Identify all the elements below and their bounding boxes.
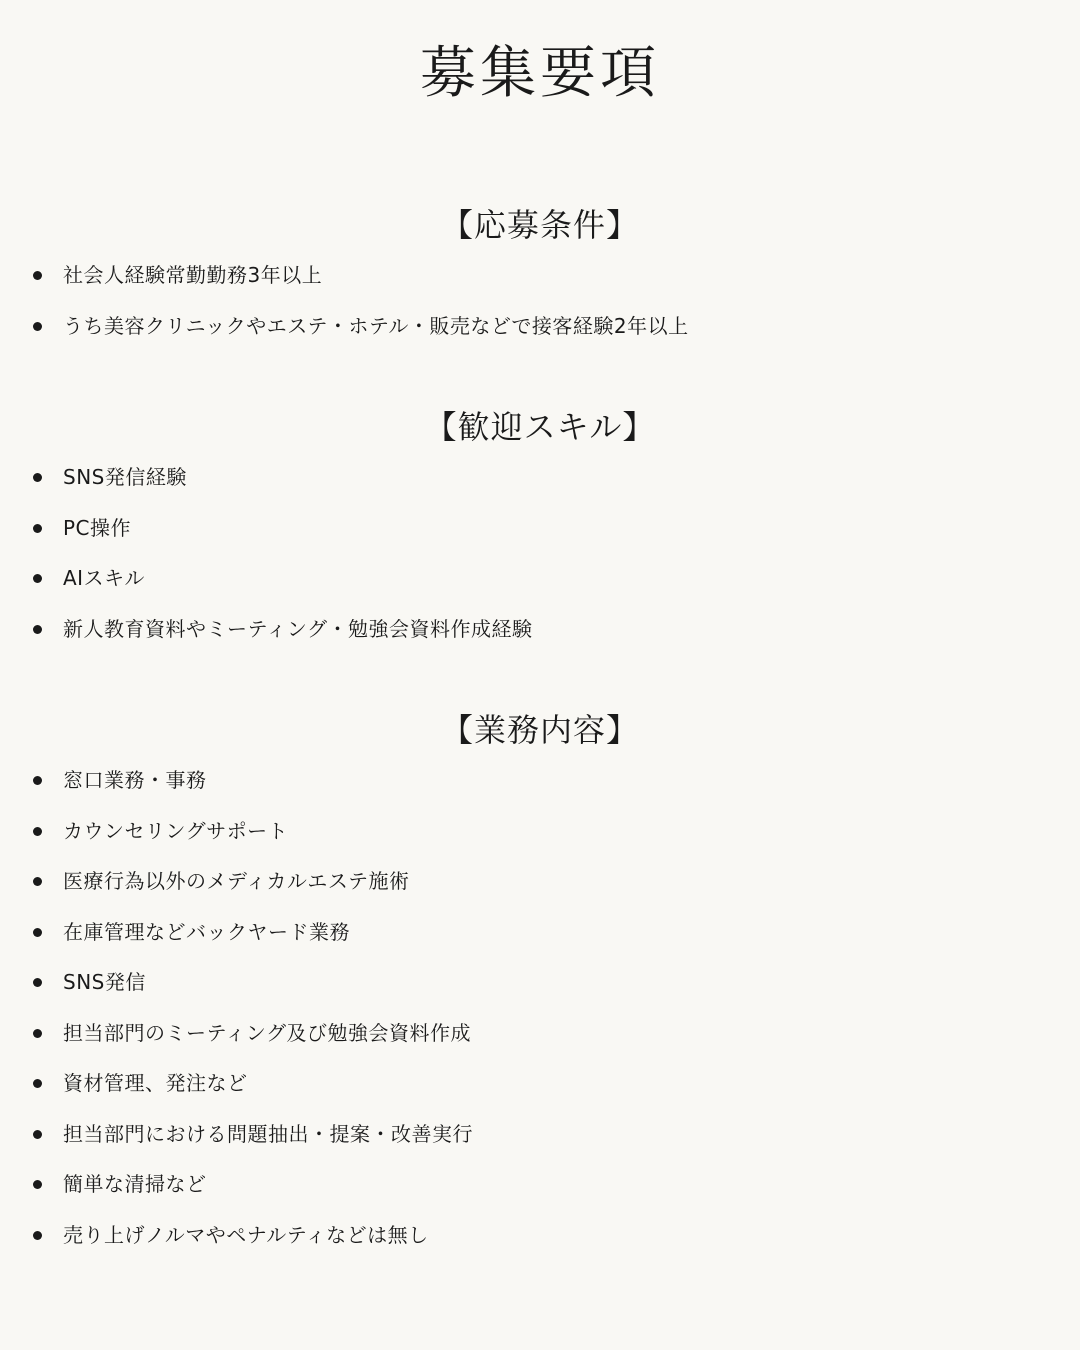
list-item-text: 資材管理、発注など [63, 1071, 248, 1095]
list-item-text: PC操作 [63, 515, 132, 540]
section-requirements [0, 200, 1080, 351]
list-item [0, 553, 1080, 604]
bullet-icon [33, 322, 42, 331]
job-duties-list [0, 755, 1080, 1260]
page-title: 募集要項 [420, 41, 660, 106]
list-item-text: SNS発信 [63, 970, 146, 994]
bullet-icon [33, 1029, 42, 1038]
bullet-icon [33, 928, 42, 937]
list-item [0, 301, 1080, 352]
bullet-icon [33, 524, 42, 533]
bullet-icon [33, 776, 42, 785]
bullet-icon [33, 1180, 42, 1189]
bullet-icon [33, 877, 42, 886]
list-item-text: カウンセリングサポート [63, 818, 289, 843]
section-job-duties [0, 705, 1080, 1260]
section-heading-requirements: 【応募条件】 [440, 206, 639, 244]
bullet-icon [33, 271, 42, 280]
list-item-text: 社会人経験常勤勤務3年以上 [63, 263, 323, 287]
requirements-list [0, 250, 1080, 351]
section-heading-job-duties: 【業務内容】 [440, 711, 639, 749]
list-item [0, 1109, 1080, 1160]
list-item-text: 新人教育資料やミーティング・勉強会資料作成経験 [63, 616, 533, 641]
list-item [0, 1159, 1080, 1210]
list-item-text: AIスキル [63, 566, 145, 590]
bullet-icon [33, 978, 42, 987]
list-item [0, 250, 1080, 301]
list-item-text: 簡単な清掃など [63, 1172, 207, 1196]
bullet-icon [33, 1231, 42, 1240]
list-item [0, 1210, 1080, 1261]
list-item [0, 604, 1080, 655]
list-item [0, 755, 1080, 806]
list-item-text: SNS発信経験 [63, 465, 187, 489]
list-item [0, 503, 1080, 554]
list-item [0, 957, 1080, 1008]
list-item [0, 1058, 1080, 1109]
bullet-icon [33, 827, 42, 836]
bullet-icon [33, 473, 42, 482]
list-item-text: 窓口業務・事務 [63, 768, 207, 792]
list-item [0, 452, 1080, 503]
list-item [0, 907, 1080, 958]
bullet-icon [33, 1079, 42, 1088]
list-item-text: 売り上げノルマやペナルティなどは無し [63, 1222, 429, 1247]
bullet-icon [33, 1130, 42, 1139]
list-item-text: 担当部門における問題抽出・提案・改善実行 [63, 1121, 473, 1146]
section-welcome-skills [0, 402, 1080, 654]
bullet-icon [33, 574, 42, 583]
welcome-skills-list [0, 452, 1080, 654]
list-item-text: うち美容クリニックやエステ・ホテル・販売などで接客経験2年以上 [63, 313, 689, 338]
bullet-icon [33, 625, 42, 634]
list-item-text: 在庫管理などバックヤード業務 [63, 919, 350, 944]
list-item [0, 1008, 1080, 1059]
list-item [0, 856, 1080, 907]
section-heading-welcome-skills: 【歓迎スキル】 [424, 408, 656, 446]
list-item-text: 医療行為以外のメディカルエステ施術 [63, 869, 410, 893]
list-item-text: 担当部門のミーティング及び勉強会資料作成 [63, 1020, 471, 1045]
list-item [0, 806, 1080, 857]
